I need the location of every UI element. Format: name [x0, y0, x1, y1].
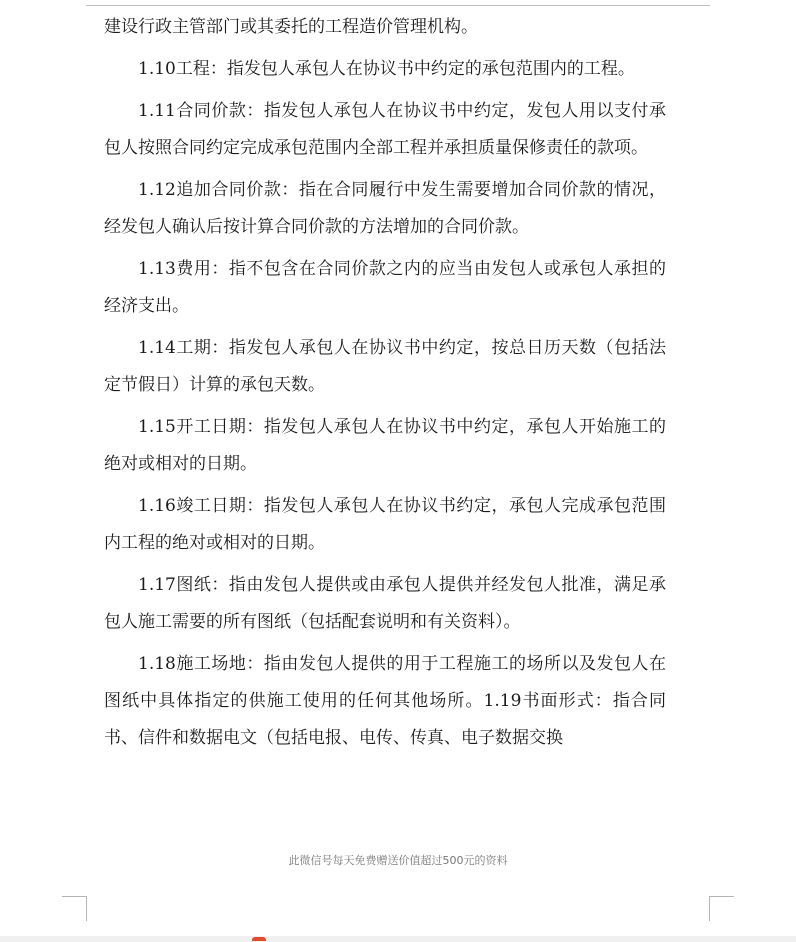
footer-note: 此微信号每天免费赠送价值超过500元的资料	[288, 854, 508, 867]
next-page-edge	[0, 936, 796, 942]
paragraph-1-11: 1.11合同价款：指发包人承包人在协议书中约定，发包人用以支付承包人按照合同约定完成承包范围内全部工程并承担质量保修责任的款项。	[104, 101, 666, 158]
paragraph-1-18: 1.18施工场地：指由发包人提供的用于工程施工的场所以及发包人在图纸中具体指定的供施工使用的任何其他场所。1.19书面形式：指合同书、信件和数据电文（包括电报、电传、传真、电子数据交换	[104, 654, 666, 748]
document-body	[104, 9, 666, 762]
paragraph-1-15: 1.15开工日期：指发包人承包人在协议书中约定，承包人开始施工的绝对或相对的日期。	[104, 417, 666, 474]
paragraph-1-13: 1.13费用：指不包含在合同价款之内的应当由发包人或承包人承担的经济支出。	[104, 259, 666, 316]
page-corner-mark-left	[62, 896, 87, 921]
paragraph-1-10: 1.10工程：指发包人承包人在协议书中约定的承包范围内的工程。	[138, 59, 635, 79]
paragraph-1-16: 1.16竣工日期：指发包人承包人在协议书约定，承包人完成承包范围内工程的绝对或相对的日期。	[104, 496, 666, 553]
paragraph-continuation: 建设行政主管部门或其委托的工程造价管理机构。	[104, 17, 478, 37]
red-stamp-fragment	[252, 937, 266, 941]
paragraph-1-17: 1.17图纸：指由发包人提供或由承包人提供并经发包人批准，满足承包人施工需要的所有图纸（包括配套说明和有关资料）。	[104, 575, 666, 632]
page-corner-mark-right	[709, 896, 734, 921]
paragraph-1-12: 1.12追加合同价款：指在合同履行中发生需要增加合同价款的情况，经发包人确认后按计算合同价款的方法增加的合同价款。	[104, 180, 666, 237]
paragraph-1-14: 1.14工期：指发包人承包人在协议书中约定，按总日历天数（包括法定节假日）计算的承包天数。	[104, 338, 666, 395]
header-rule	[86, 5, 710, 6]
